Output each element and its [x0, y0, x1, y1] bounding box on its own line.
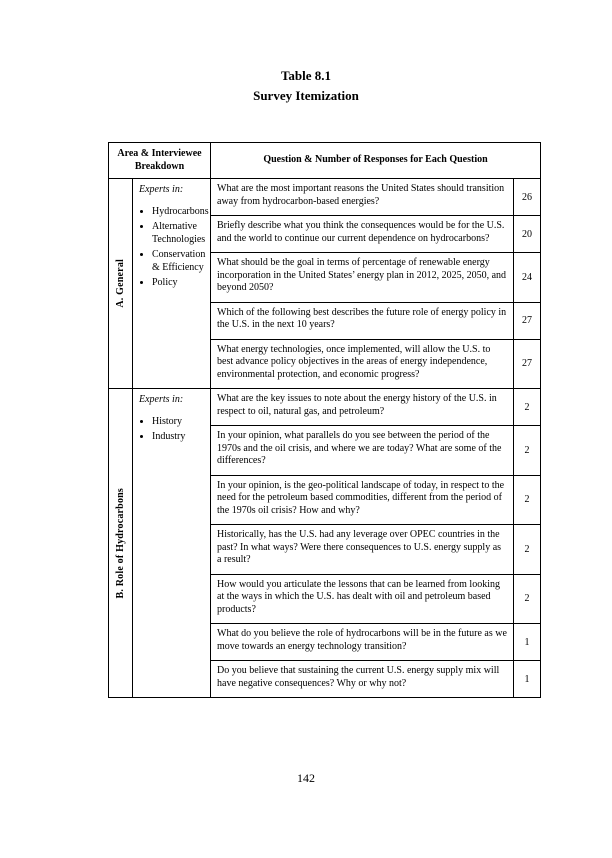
question-text: In your opinion, what parallels do you see between the period of the 1970s and the oil crisis, and where we are today? What are some of the differences? [211, 426, 514, 476]
question-text: What energy technologies, once implemented, will allow the U.S. to best advance policy objectives in the areas of energy independence, environmental protection, and economic progress? [211, 339, 514, 389]
experts-list [139, 206, 207, 290]
table-title-text: Survey Itemization [253, 88, 359, 103]
survey-table-body [109, 179, 541, 698]
response-count: 2 [514, 525, 541, 575]
expert-item: • Conservation & Efficiency [152, 249, 207, 274]
header-area-breakdown: Area & Interviewee Breakdown [109, 143, 211, 179]
header-row [109, 143, 541, 179]
question-text: Which of the following best describes the future role of energy policy in the U.S. in the next 10 years? [211, 302, 514, 339]
response-count: 27 [514, 339, 541, 389]
expert-item: • Policy [152, 277, 207, 290]
response-count: 24 [514, 253, 541, 303]
response-count: 1 [514, 661, 541, 698]
question-row [109, 389, 541, 426]
question-text: How would you articulate the lessons that can be learned from looking at the ways in which the U.S. has dealt with oil and petroleum based products? [211, 574, 514, 624]
expert-item: • Alternative Technologies [152, 221, 207, 246]
response-count: 26 [514, 179, 541, 216]
expert-item: • Industry [152, 431, 207, 444]
table-title-number: Table 8.1 [280, 68, 332, 83]
response-count: 2 [514, 426, 541, 476]
expert-item: • History [152, 416, 207, 429]
header-question-responses: Question & Number of Responses for Each Question [211, 143, 541, 179]
question-text: What should be the goal in terms of percentage of renewable energy incorporation in the United States’ energy plan in 2012, 2025, 2050, and beyond 2050? [211, 253, 514, 303]
response-count: 2 [514, 389, 541, 426]
survey-table-header [109, 143, 541, 179]
question-text: In your opinion, is the geo-political landscape of today, in respect to the need for the petroleum based commodities, different from the period of the 1970s oil crisis? How and why? [211, 475, 514, 525]
response-count: 20 [514, 216, 541, 253]
experts-heading: Experts in: [139, 184, 184, 195]
question-text: Briefly describe what you think the consequences would be for the U.S. and the world to continue our current dependence on hydrocarbons? [211, 216, 514, 253]
question-text: What are the key issues to note about the energy history of the U.S. in respect to oil, natural gas, and petroleum? [211, 389, 514, 426]
experts-cell [133, 179, 211, 389]
experts-cell [133, 389, 211, 698]
table-title [0, 66, 612, 106]
experts-list [139, 416, 207, 444]
question-text: Do you believe that sustaining the current U.S. energy supply mix will have negative consequences? Why or why not? [211, 661, 514, 698]
section-label: A. General [115, 259, 126, 308]
response-count: 2 [514, 475, 541, 525]
section-label-cell [109, 179, 133, 389]
survey-table [108, 142, 541, 698]
experts-heading: Experts in: [139, 394, 184, 405]
response-count: 1 [514, 624, 541, 661]
section-label-cell [109, 389, 133, 698]
response-count: 2 [514, 574, 541, 624]
expert-item: • Hydrocarbons [152, 206, 207, 219]
section-label: B. Role of Hydrocarbons [115, 487, 126, 599]
question-row [109, 179, 541, 216]
page-number: 142 [297, 771, 315, 785]
question-text: What are the most important reasons the United States should transition away from hydrocarbon-based energies? [211, 179, 514, 216]
document-page [0, 66, 612, 858]
question-text: Historically, has the U.S. had any leverage over OPEC countries in the past? In what ways? Were there consequences to U.S. energy supply as a result? [211, 525, 514, 575]
question-text: What do you believe the role of hydrocarbons will be in the future as we move towards an energy technology transition? [211, 624, 514, 661]
response-count: 27 [514, 302, 541, 339]
